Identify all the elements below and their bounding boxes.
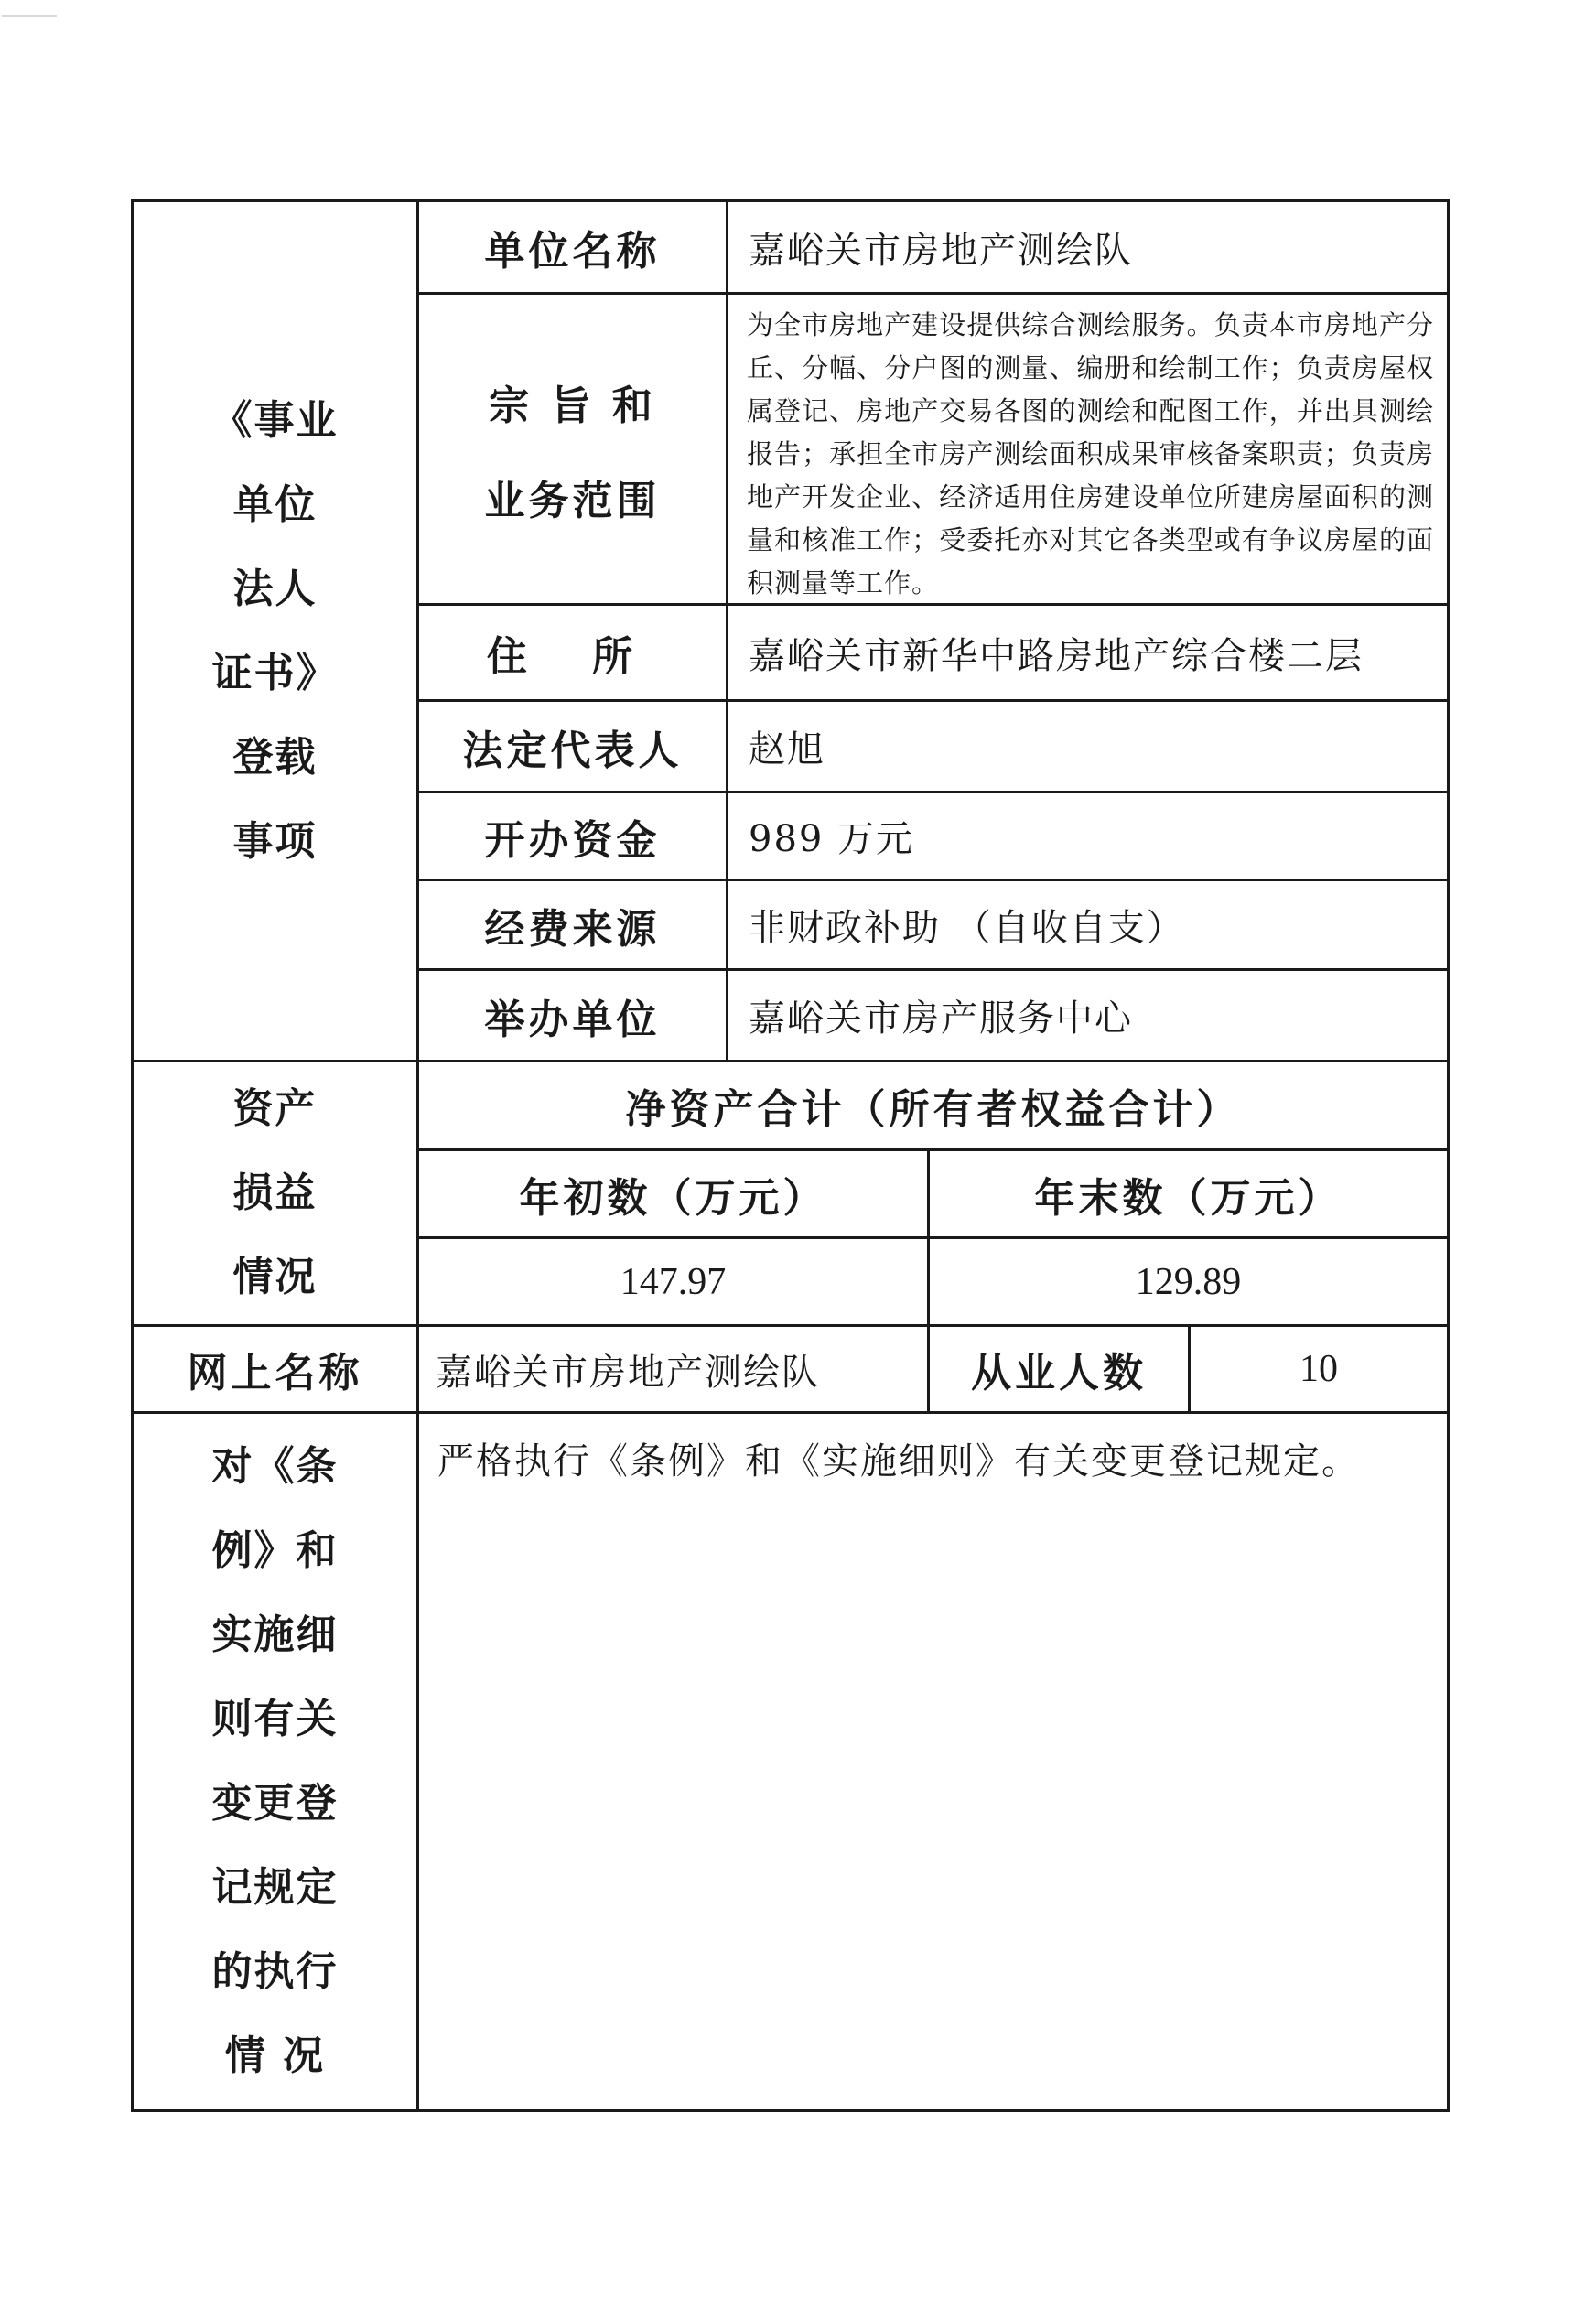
staff-count-label: 从业人数 <box>971 1350 1147 1396</box>
sponsor-value: 嘉峪关市房产服务中心 <box>749 997 1133 1040</box>
legal-rep-label: 法定代表人 <box>462 727 683 774</box>
unit-name-value: 嘉峪关市房地产测绘队 <box>749 229 1133 272</box>
purpose-label <box>419 295 726 603</box>
purpose-value: 为全市房地产建设提供综合测绘服务。负责本市房地产分丘、分幅、分户图的测量、编册和绘制工作；负责房屋权属登记、房地产交易各图的测绘和配图工作，并出具测绘报告；承担全市房产测绘面积成果审核备案职责；负责房地产开发企业、经济适用住房建设单位所建房屋面积的测量和核准工作；受委托亦对其它各类型或有争议房屋的面积测量等工作。 <box>747 309 1434 598</box>
funding-source-value: 非财政补助 （自收自支） <box>749 907 1185 949</box>
year-start-label: 年初数（万元） <box>519 1174 827 1222</box>
online-name-value: 嘉峪关市房地产测绘队 <box>436 1351 820 1394</box>
execution-label-line: 的执行 <box>211 1948 339 1995</box>
execution-label-line: 例》和 <box>211 1527 339 1574</box>
legal-rep-value: 赵旭 <box>749 728 825 771</box>
online-name-label: 网上名称 <box>187 1350 363 1396</box>
funds-value: 989 万元 <box>749 818 915 860</box>
purpose-label-line: 业务范围 <box>484 477 661 524</box>
execution-label-line: 实施细 <box>211 1612 339 1658</box>
assets-label-line: 损益 <box>232 1170 318 1216</box>
address-value: 嘉峪关市新华中路房地产综合楼二层 <box>749 634 1364 677</box>
purpose-label-line: 宗 旨 和 <box>489 382 656 429</box>
registration-label-line: 证书》 <box>211 649 339 696</box>
funds-label: 开办资金 <box>484 816 661 864</box>
sponsor-label: 举办单位 <box>484 996 661 1043</box>
execution-text: 严格执行《条例》和《实施细则》有关变更登记规定。 <box>437 1440 1360 1482</box>
staff-count-value: 10 <box>1299 1348 1338 1390</box>
registration-section-label <box>134 202 416 1060</box>
year-end-value: 129.89 <box>1135 1260 1242 1303</box>
address-label: 住 所 <box>486 633 659 680</box>
registration-label-line: 单位 <box>232 480 318 528</box>
purpose-cell <box>728 295 1447 603</box>
year-start-value: 147.97 <box>620 1260 727 1303</box>
scan-artifact <box>2 15 57 17</box>
execution-label-line: 情 况 <box>224 2032 326 2079</box>
execution-label-line: 对《条 <box>211 1443 339 1490</box>
unit-name-label: 单位名称 <box>484 228 661 275</box>
execution-label-line: 记规定 <box>211 1864 339 1911</box>
execution-label-line: 变更登 <box>211 1780 339 1827</box>
registration-label-line: 《事业 <box>211 396 339 444</box>
execution-section-label <box>134 1414 416 2109</box>
assets-section-label <box>134 1062 416 1324</box>
net-assets-header: 净资产合计（所有者权益合计） <box>625 1086 1241 1133</box>
year-end-label: 年末数（万元） <box>1034 1174 1343 1222</box>
registration-label-line: 事项 <box>232 817 318 865</box>
funding-source-label: 经费来源 <box>484 905 661 953</box>
assets-label-line: 情况 <box>232 1254 318 1300</box>
execution-label-line: 则有关 <box>211 1696 339 1742</box>
assets-label-line: 资产 <box>232 1085 318 1132</box>
registration-label-line: 登载 <box>232 733 318 781</box>
registration-label-line: 法人 <box>232 565 318 612</box>
